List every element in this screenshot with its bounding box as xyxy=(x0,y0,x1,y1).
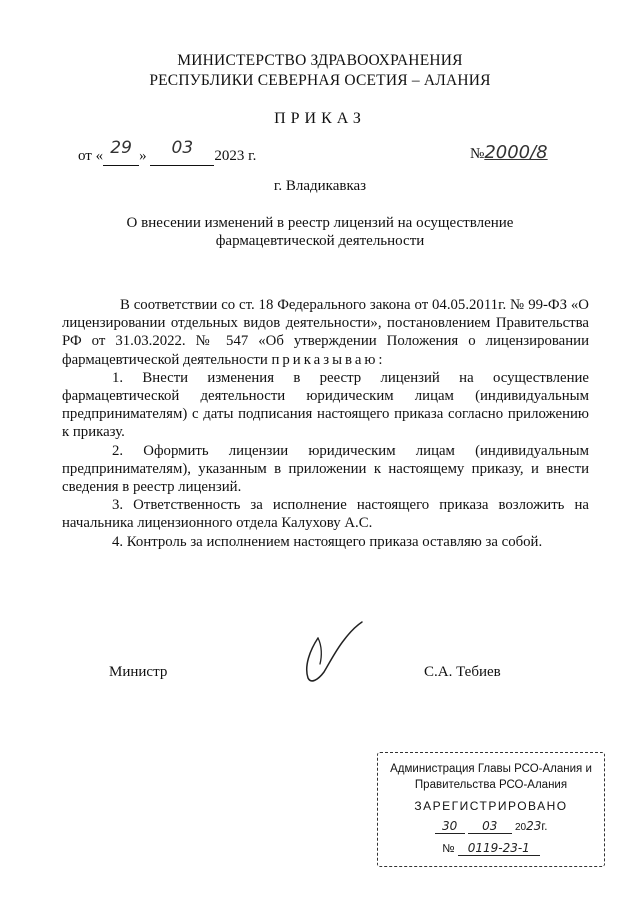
order-subject xyxy=(0,214,640,250)
signer-name: С.А. Тебиев xyxy=(424,664,501,680)
date-month-field xyxy=(150,138,214,166)
order-title: ПРИКАЗ xyxy=(274,110,366,127)
handwritten-signature xyxy=(296,620,366,695)
subject-line2: фармацевтической деятельности xyxy=(215,233,425,249)
stamp-line2: Правительства РСО-Алания xyxy=(414,779,568,791)
stamp-number xyxy=(378,841,604,856)
stamp-month: 03 xyxy=(468,819,512,834)
ministry-name-line2: РЕСПУБЛИКИ СЕВЕРНАЯ ОСЕТИЯ – АЛАНИЯ xyxy=(149,72,491,89)
city: г. Владикавказ xyxy=(273,178,367,194)
date-year: 2023 г. xyxy=(214,148,257,164)
date-month: 03 xyxy=(171,138,194,158)
signer-position: Министр xyxy=(109,664,168,680)
stamp-number-value: 0119-23-1 xyxy=(458,841,540,856)
order-body xyxy=(62,296,589,551)
stamp-registered: ЗАРЕГИСТРИРОВАНО xyxy=(414,799,568,813)
intro-paragraph xyxy=(62,296,589,369)
registration-stamp xyxy=(377,752,605,867)
stamp-year-prefix: 20 xyxy=(515,822,527,833)
stamp-line1: Администрация Главы РСО-Алания и xyxy=(390,763,592,775)
intro-order-word: приказываю: xyxy=(271,351,386,368)
number-prefix: № xyxy=(470,146,485,162)
item-2: 2. Оформить лицензии юридическим лицам (индивидуальным предпринимателям), указанным в приложении к настоящему приказу, и внести сведения в реестр лицензий. xyxy=(62,442,589,496)
date-day: 29 xyxy=(110,138,132,158)
subject-line1: О внесении изменений в реестр лицензий на осуществление xyxy=(126,215,514,231)
ministry-name-line1: МИНИСТЕРСТВО ЗДРАВООХРАНЕНИЯ xyxy=(177,52,463,69)
date-day-field xyxy=(103,138,139,166)
intro-text: В соответствии со ст. 18 Федерального закона от 04.05.2011г. № 99-ФЗ «О лицензировании отдельных видов деятельности», постановлением Правительства РФ от 31.03.2022. № 547 «Об утверждении Положения о лицензировании фармацевтической деятельности xyxy=(62,297,589,368)
item-3: 3. Ответственность за исполнение настоящего приказа возложить на начальника лицензионного отдела Калухову А.С. xyxy=(62,497,589,532)
order-number xyxy=(470,142,548,163)
date-mid: » xyxy=(139,148,147,164)
stamp-number-prefix: № xyxy=(442,843,455,855)
date-prefix: от « xyxy=(78,148,104,164)
item-4: 4. Контроль за исполнением настоящего приказа оставляю за собой. xyxy=(112,533,543,550)
stamp-date xyxy=(378,819,604,834)
number-value: 2000/8 xyxy=(484,142,548,163)
stamp-day: 30 xyxy=(435,819,465,834)
stamp-year-unit: г. xyxy=(541,821,548,833)
stamp-year-suffix: 23 xyxy=(526,819,542,833)
item-1: 1. Внести изменения в реестр лицензий на осуществление фармацевтической деятельности юридическим лицам (индивидуальным предпринимателям) с даты подписания настоящего приказа согласно приложению к приказу. xyxy=(62,369,589,441)
order-date xyxy=(78,138,257,166)
